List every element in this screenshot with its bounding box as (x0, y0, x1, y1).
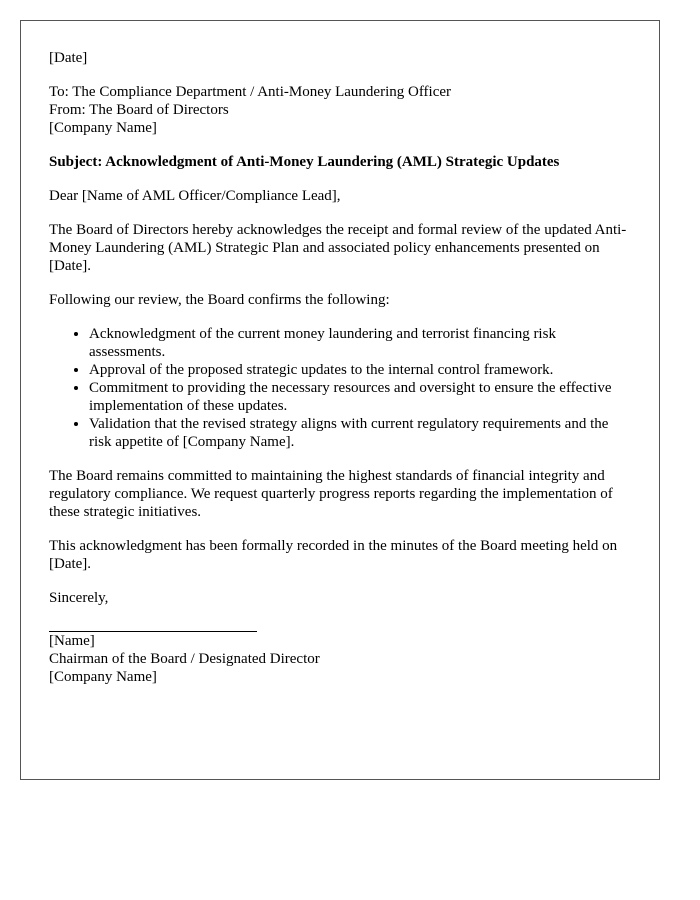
letter-date: [Date] (49, 50, 88, 66)
signature-block (49, 632, 631, 686)
confirmation-list (49, 325, 631, 451)
list-item: • Approval of the proposed strategic updates to the internal control framework. (89, 361, 631, 379)
commitment-paragraph: The Board remains committed to maintaining the highest standards of financial integrity and regulatory compliance. We request quarterly progress reports regarding the implementation of these strategic initiatives. (49, 468, 613, 520)
signer-company: [Company Name] (49, 669, 157, 685)
list-item: • Commitment to providing the necessary resources and oversight to ensure the effective implementation of these updates. (89, 379, 631, 415)
recipient-line: To: The Compliance Department / Anti-Money Laundering Officer (49, 84, 452, 100)
letter-page (20, 20, 660, 780)
signer-title: Chairman of the Board / Designated Director (49, 651, 320, 667)
closing: Sincerely, (49, 590, 109, 606)
list-item: • Validation that the revised strategy aligns with current regulatory requirements and the risk appetite of [Company Name]. (89, 415, 631, 451)
salutation: Dear [Name of AML Officer/Compliance Lead], (49, 188, 341, 204)
record-paragraph: This acknowledgment has been formally recorded in the minutes of the Board meeting held on [Date]. (49, 538, 618, 572)
signer-name: [Name] (49, 633, 95, 649)
review-paragraph: Following our review, the Board confirms the following: (49, 292, 390, 308)
sender-line: From: The Board of Directors (49, 102, 229, 118)
intro-paragraph: The Board of Directors hereby acknowledges the receipt and formal review of the updated Anti-Money Laundering (AML) Strategic Plan and associated policy enhancements presented on [Date]. (49, 222, 627, 274)
company-line: [Company Name] (49, 120, 157, 136)
subject-line: Subject: Acknowledgment of Anti-Money Laundering (AML) Strategic Updates (49, 154, 560, 170)
list-item: • Acknowledgment of the current money laundering and terrorist financing risk assessments. (89, 325, 631, 361)
address-block (49, 83, 631, 137)
